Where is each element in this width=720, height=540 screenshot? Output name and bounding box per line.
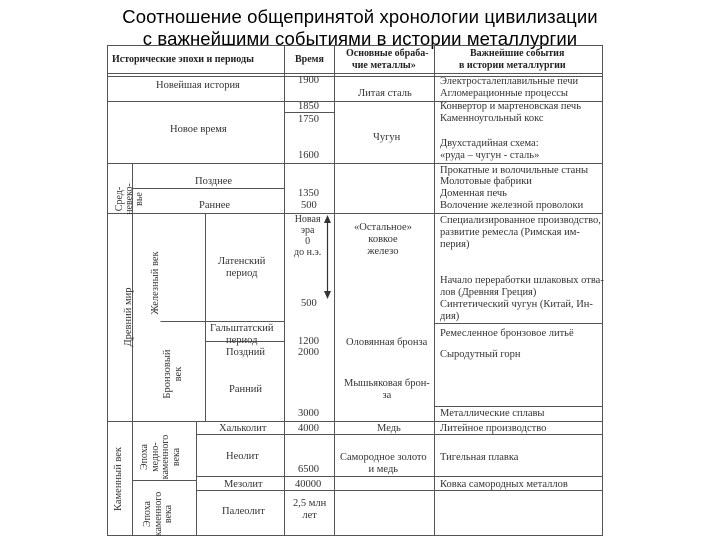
header-events-line1: Важнейшие события <box>470 48 565 59</box>
epoch-late: Позднее <box>195 176 233 187</box>
time-1850: 1850 <box>298 101 319 112</box>
time-1900: 1900 <box>298 75 319 86</box>
epoch-mesolithic: Мезолит <box>224 479 263 490</box>
metal-copper: Медь <box>377 423 401 434</box>
time-500: 500 <box>301 200 317 211</box>
header-metals-line2: чие металлы» <box>352 60 416 71</box>
time-4000: 4000 <box>298 423 319 434</box>
epoch-neolithic: Неолит <box>226 451 259 462</box>
epoch-copper-stone-age: Эпоха медно- каменного века <box>139 434 182 480</box>
epoch-bronze-late: Поздний <box>226 347 265 358</box>
time-2-5-million: 2,5 млн лет <box>293 498 327 521</box>
event-forging-native: Ковка самородных металлов <box>440 479 568 490</box>
time-1350: 1350 <box>298 188 319 199</box>
metal-cast-steel: Литая сталь <box>358 88 412 99</box>
metal-remaining-iron: «Остальное» ковкое железо <box>354 222 412 257</box>
header-epochs: Исторические эпохи и периоды <box>112 54 254 65</box>
event-foundry: Литейное производство <box>440 423 547 434</box>
event-blast-furnace: Доменная печь <box>440 188 507 199</box>
epoch-middle-ages: Сред- невеко- вье <box>114 183 145 215</box>
epoch-early: Раннее <box>199 200 231 211</box>
time-2000: 2000 <box>298 347 319 358</box>
epoch-ancient-world: Древний мир <box>123 287 134 347</box>
time-new-era: Новая эра 0 до н.э. <box>294 214 322 258</box>
time-1750: 1750 <box>298 114 319 125</box>
epoch-stone-age: Каменный век <box>113 446 124 512</box>
event-converter: Конвертор и мартеновская печь <box>440 101 582 112</box>
page-title-line-1: Соотношение общепринятой хронологии цивилизации <box>122 6 598 27</box>
time-6500: 6500 <box>298 464 319 475</box>
header-time: Время <box>295 54 324 65</box>
epoch-modern-times: Новое время <box>170 124 227 135</box>
epoch-stone-epoch: Эпоха каменного века <box>142 491 174 537</box>
event-crucible-melting: Тигельная плавка <box>440 452 519 463</box>
time-1200: 1200 <box>298 336 319 347</box>
event-agglomeration: Агломерационные процессы <box>440 88 568 99</box>
time-40000: 40000 <box>295 479 322 490</box>
era-arrow <box>324 215 331 299</box>
time-1600: 1600 <box>298 150 319 161</box>
event-bronze-casting: Ремесленное бронзовое литьё <box>440 328 574 339</box>
metal-native-gold-copper: Самородное золото и медь <box>340 452 427 475</box>
header-metals-line1: Основные обраба- <box>346 48 429 59</box>
metal-arsenic-bronze: Мышьяковая брон- за <box>344 378 430 401</box>
time-3000: 3000 <box>298 408 319 419</box>
event-electric-furnaces: Электросталеплавильные печи <box>440 76 579 87</box>
header-events-line2: в истории металлургии <box>459 60 566 71</box>
metal-cast-iron: Чугун <box>373 132 401 143</box>
event-bloomery: Сыродутный горн <box>440 349 521 360</box>
event-coal-coke: Каменноугольный кокс <box>440 113 544 124</box>
epoch-chalcolithic: Хальколит <box>219 423 267 434</box>
event-wire-drawing: Волочение железной проволоки <box>440 200 584 211</box>
event-specialized-production: Специализированное производство, развитие ремесла (Римская им- перия) <box>440 215 601 250</box>
epoch-bronze-age: Бронзовый век <box>162 349 184 399</box>
epoch-la-tene: Латенский период <box>218 256 266 279</box>
page-title-line-2: с важнейшими событиями в истории металлургии <box>142 28 578 49</box>
epoch-hallstatt: Гальштатский период <box>210 323 274 346</box>
epoch-bronze-early: Ранний <box>229 384 262 395</box>
event-hammer-factories: Молотовые фабрики <box>440 176 532 187</box>
epoch-newest-history: Новейшая история <box>156 80 240 91</box>
event-slag-processing: Начало переработки шлаковых отва- лов (Древняя Греция) Синтетический чугун (Китай, Ин- дия) <box>440 275 604 322</box>
epoch-iron-age: Железный век <box>150 251 161 315</box>
metal-tin-bronze: Оловянная бронза <box>346 337 428 348</box>
epoch-paleolithic: Палеолит <box>222 506 265 517</box>
time-500-bc: 500 <box>301 298 317 309</box>
event-two-stage-scheme: Двухстадийная схема: «руда – чугун - сталь» <box>440 138 540 161</box>
event-metal-alloys: Металлические сплавы <box>440 408 545 419</box>
event-rolling-mills: Прокатные и волочильные станы <box>440 165 589 176</box>
